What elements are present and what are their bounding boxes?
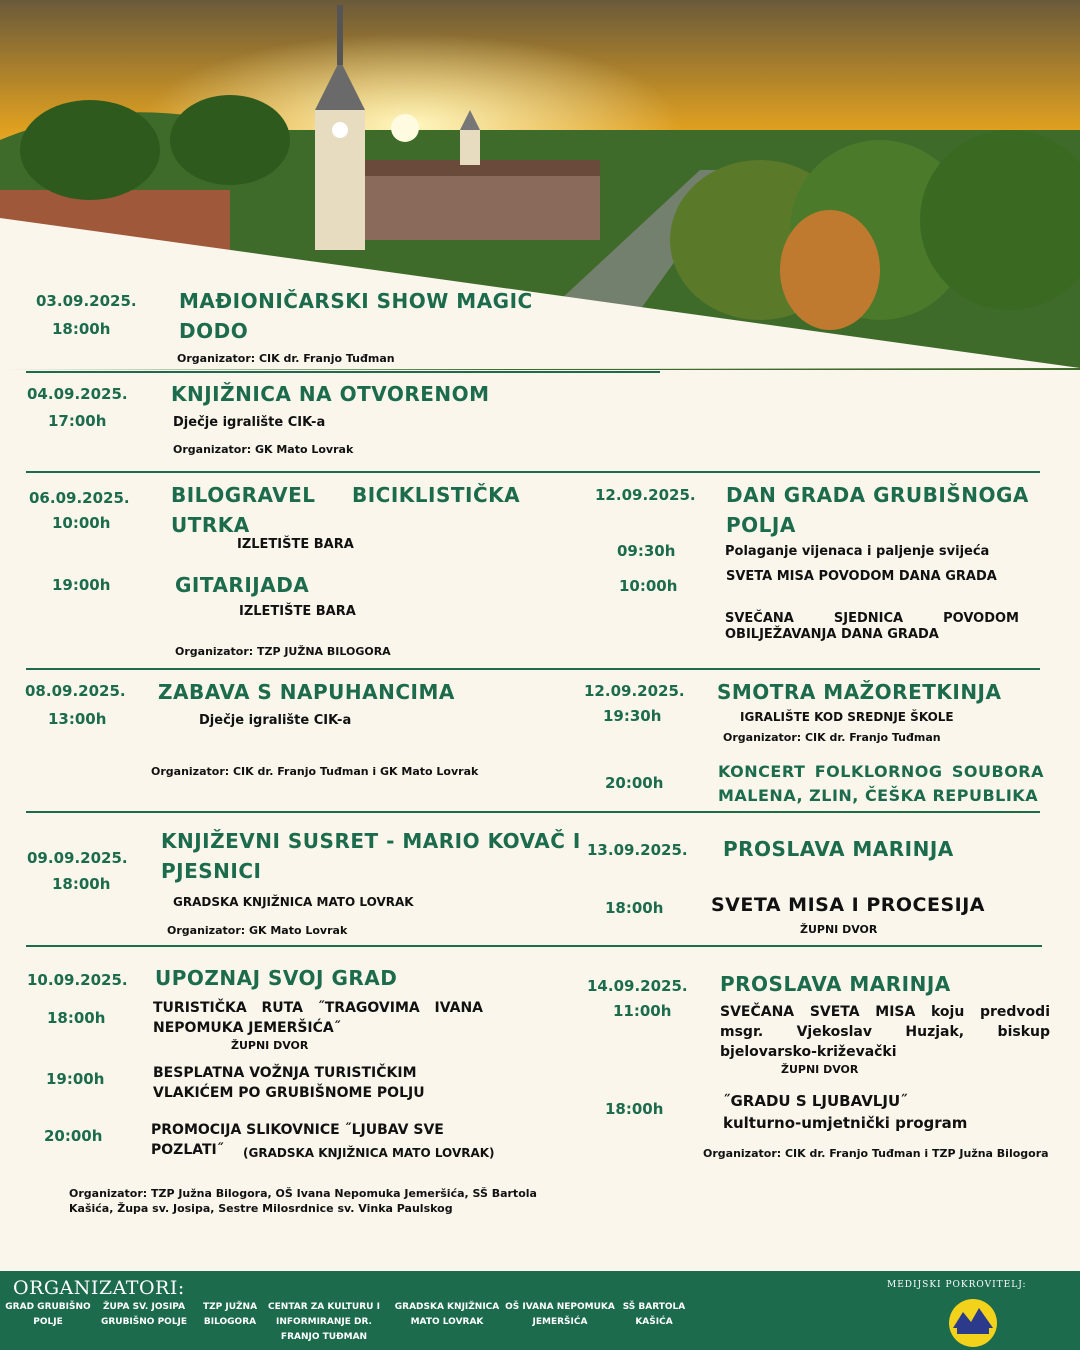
event-place: ŽUPNI DVOR xyxy=(781,1063,859,1076)
event-organizer: Organizator: GK Mato Lovrak xyxy=(173,443,354,456)
event-title: DODO xyxy=(179,319,249,343)
event-time: 20:00h xyxy=(44,1127,103,1145)
event-date: 08.09.2025. xyxy=(25,682,126,700)
organizer-label: OŠ IVANA NEPOMUKA JEMERŠIĆA xyxy=(505,1302,615,1327)
event-time: 19:30h xyxy=(603,707,662,725)
event-place: ŽUPNI DVOR xyxy=(800,923,878,936)
town-sunset-photo-icon xyxy=(0,0,1080,370)
divider xyxy=(26,945,1042,947)
event-time: 19:00h xyxy=(46,1070,105,1088)
event-detail: ˝GRADU S LJUBAVLJU˝ xyxy=(723,1092,908,1110)
event-detail: SVEČANA SVETA MISA koju predvodi xyxy=(720,1004,1050,1020)
event-title: KONCERT FOLKLORNOG SOUBORA xyxy=(718,762,1044,781)
event-detail: POZLATI˝ xyxy=(151,1142,224,1158)
organizer-label: SŠ BARTOLA KAŠIĆA xyxy=(622,1302,686,1327)
divider xyxy=(26,471,1040,473)
event-organizer: Organizator: TZP JUŽNA BILOGORA xyxy=(175,645,391,658)
event-time: 20:00h xyxy=(605,774,664,792)
event-title: DAN GRADA GRUBIŠNOGA xyxy=(726,483,1029,507)
event-detail: SVEČANA SJEDNICA POVODOM xyxy=(725,611,1019,626)
event-time: 17:00h xyxy=(48,412,107,430)
event-detail: bjelovarsko-križevački xyxy=(720,1044,897,1060)
radio-logo-icon xyxy=(947,1298,999,1348)
event-title: KNJIŽEVNI SUSRET - MARIO KOVAČ I xyxy=(161,829,581,853)
footer-heading: ORGANIZATORI: xyxy=(13,1277,185,1299)
event-title: KNJIŽNICA NA OTVORENOM xyxy=(171,382,490,406)
divider xyxy=(26,668,1040,670)
event-place: IGRALIŠTE KOD SREDNJE ŠKOLE xyxy=(740,710,954,724)
event-time: 10:00h xyxy=(52,514,111,532)
event-time: 09:30h xyxy=(617,542,676,560)
event-detail: NEPOMUKA JEMERŠIĆA˝ xyxy=(153,1020,341,1036)
event-date: 03.09.2025. xyxy=(36,292,137,310)
media-heading: MEDIJSKI POKROVITELJ: xyxy=(887,1280,1027,1290)
event-title: UTRKA xyxy=(171,513,250,537)
event-date: 09.09.2025. xyxy=(27,849,128,867)
divider xyxy=(26,811,1040,813)
event-place: ŽUPNI DVOR xyxy=(231,1039,309,1052)
divider xyxy=(26,371,660,373)
event-time: 11:00h xyxy=(613,1002,672,1020)
event-organizer: Organizator: CIK dr. Franjo Tuđman i TZP Južna Bilogora xyxy=(703,1147,1049,1160)
event-title: BILOGRAVEL xyxy=(171,483,316,507)
event-place: (GRADSKA KNJIŽNICA MATO LOVRAK) xyxy=(243,1146,495,1160)
event-title: MALENA, ZLIN, ČEŠKA REPUBLIKA xyxy=(718,786,1039,805)
event-detail: SVETA MISA POVODOM DANA GRADA xyxy=(726,569,997,584)
event-title: SMOTRA MAŽORETKINJA xyxy=(717,680,1002,704)
event-organizer: Organizator: CIK dr. Franjo Tuđman xyxy=(177,352,395,365)
event-title: GITARIJADA xyxy=(175,573,310,597)
event-time: 18:00h xyxy=(47,1009,106,1027)
event-detail: OBILJEŽAVANJA DANA GRADA xyxy=(725,627,939,642)
event-detail: Dječje igralište CIK-a xyxy=(173,415,326,430)
organizer-label: ŽUPA SV. JOSIPA GRUBIŠNO POLJE xyxy=(100,1302,188,1327)
organizer-label: GRAD GRUBIŠNO POLJE xyxy=(5,1302,91,1327)
event-date: 06.09.2025. xyxy=(29,489,130,507)
event-time: 18:00h xyxy=(52,320,111,338)
event-time: 18:00h xyxy=(605,1100,664,1118)
event-date: 04.09.2025. xyxy=(27,385,128,403)
event-detail: msgr. Vjekoslav Huzjak, biskup xyxy=(720,1024,1050,1040)
event-detail: BESPLATNA VOŽNJA TURISTIČKIM xyxy=(153,1065,417,1081)
organizer-label: GRADSKA KNJIŽNICA MATO LOVRAK xyxy=(394,1302,500,1327)
event-detail: Dječje igralište CIK-a xyxy=(199,713,352,728)
event-date: 14.09.2025. xyxy=(587,977,688,995)
event-title: POLJA xyxy=(726,513,796,537)
event-place: IZLETIŠTE BARA xyxy=(237,537,354,552)
event-title: ZABAVA S NAPUHANCIMA xyxy=(158,680,455,704)
event-title: MAĐIONIČARSKI SHOW MAGIC xyxy=(179,289,533,313)
event-detail: Polaganje vijenaca i paljenje svijeća xyxy=(725,544,990,559)
footer xyxy=(0,1271,1080,1350)
event-detail: VLAKIĆEM PO GRUBIŠNOME POLJU xyxy=(153,1085,425,1101)
event-title: BICIKLISTIČKA xyxy=(352,483,521,507)
organizer-label: CENTAR ZA KULTURU I INFORMIRANJE DR. FRANJO TUĐMAN xyxy=(268,1302,380,1342)
event-detail: PROMOCIJA SLIKOVNICE ˝LJUBAV SVE xyxy=(151,1122,444,1138)
organizer-label: TZP JUŽNA BILOGORA xyxy=(202,1302,258,1327)
event-detail: kulturno-umjetnički program xyxy=(723,1114,968,1132)
event-time: 18:00h xyxy=(52,875,111,893)
event-detail: TURISTIČKA RUTA ˝TRAGOVIMA IVANA xyxy=(153,1000,483,1016)
event-date: 10.09.2025. xyxy=(27,971,128,989)
event-title: UPOZNAJ SVOJ GRAD xyxy=(155,966,398,990)
event-date: 12.09.2025. xyxy=(584,682,685,700)
event-detail: SVETA MISA I PROCESIJA xyxy=(711,894,985,916)
event-date: 13.09.2025. xyxy=(587,841,688,859)
event-time: 19:00h xyxy=(52,576,111,594)
event-title: PROSLAVA MARINJA xyxy=(723,837,954,861)
event-title: PROSLAVA MARINJA xyxy=(720,972,951,996)
event-organizer: Organizator: TZP Južna Bilogora, OŠ Ivana Nepomuka Jemeršića, SŠ Bartola xyxy=(69,1187,537,1200)
event-organizer: Organizator: CIK dr. Franjo Tuđman xyxy=(723,731,941,744)
event-organizer: Kašića, Župa sv. Josipa, Sestre Milosrdnice sv. Vinka Paulskog xyxy=(69,1202,453,1215)
event-time: 13:00h xyxy=(48,710,107,728)
event-title: PJESNICI xyxy=(161,859,262,883)
event-organizer: Organizator: CIK dr. Franjo Tuđman i GK Mato Lovrak xyxy=(151,765,479,778)
event-time: 10:00h xyxy=(619,577,678,595)
event-time: 18:00h xyxy=(605,899,664,917)
hero-photo xyxy=(0,0,1080,370)
event-organizer: Organizator: GK Mato Lovrak xyxy=(167,924,348,937)
event-place: GRADSKA KNJIŽNICA MATO LOVRAK xyxy=(173,895,414,909)
event-date: 12.09.2025. xyxy=(595,486,696,504)
event-place: IZLETIŠTE BARA xyxy=(239,604,356,619)
